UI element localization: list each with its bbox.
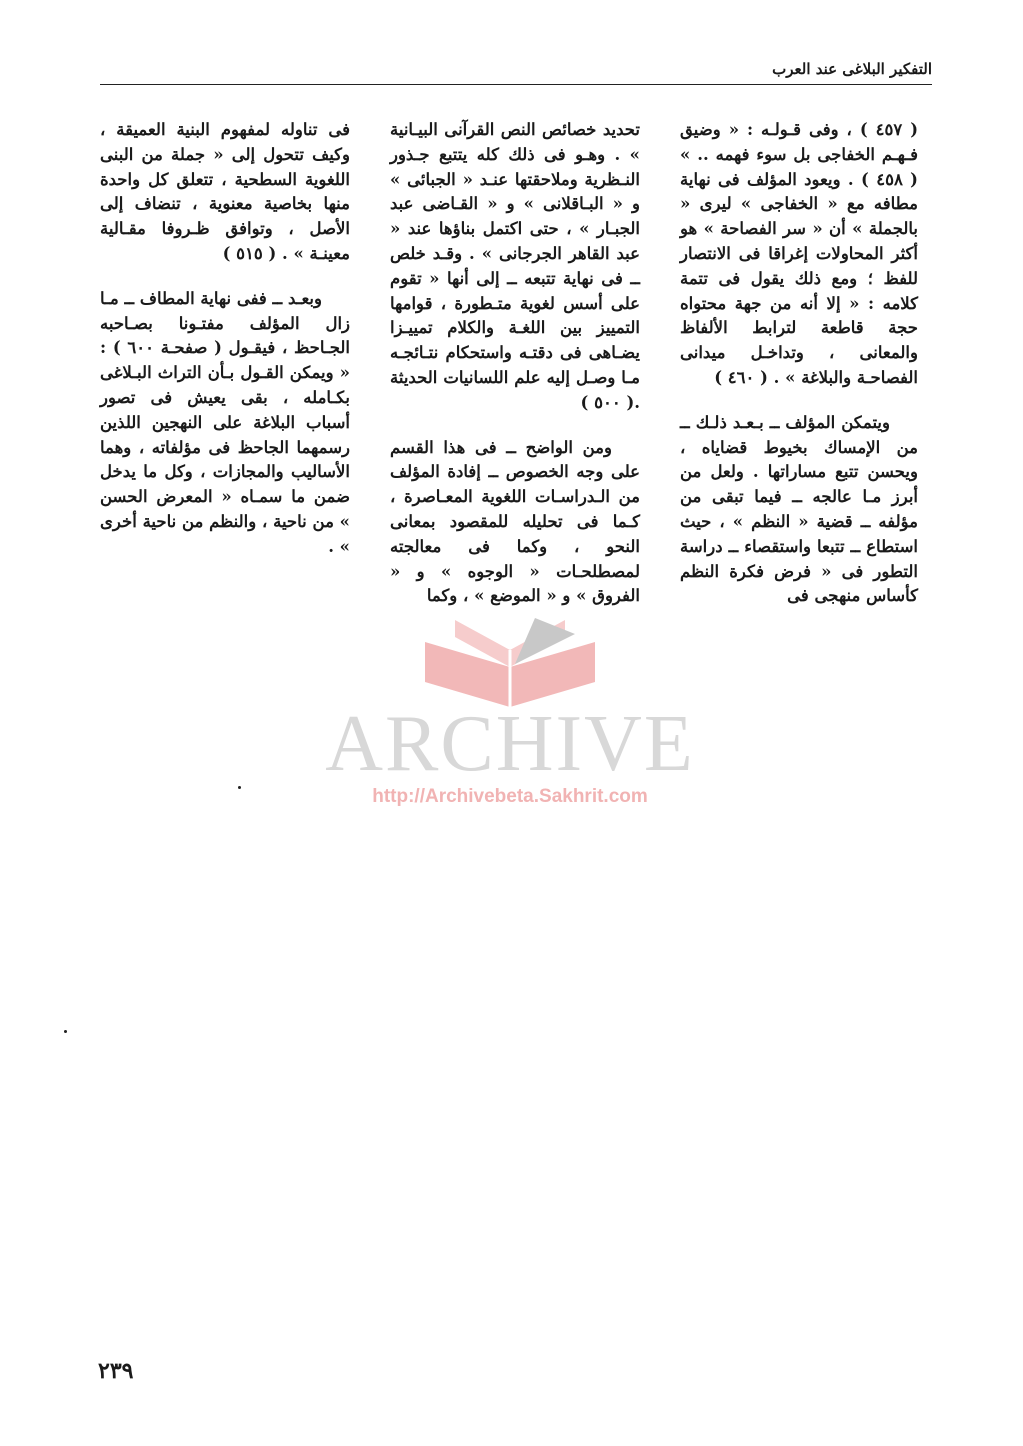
watermark-title: ARCHIVE <box>325 700 695 788</box>
archive-watermark <box>322 612 698 812</box>
text-column-left <box>100 118 350 580</box>
watermark-url: http://Archivebeta.Sakhrit.com <box>372 786 648 807</box>
scan-speck <box>238 786 241 789</box>
paragraph: ( ٤٥٧ ) ، وفى قـولـه : « وضيق فـهـم الخفاجى بل سوء فهمه .. » ( ٤٥٨ ) . ويعود المؤلف فى نهاية مطافه مع « الخفاجى » ليرى « بالجملة » أن « سر الفصاحة » هو أكثر المحاولات إغراقا فى الانتصار للفظ ؛ ومع ذلك يقول فى تتمة كلامه : « إلا أنه من جهة محتواه حجة قاطعة لترابط الألفاظ والمعانى ، وتداخـل ميدانى الفصاحـة والبلاغة » . ( ٤٦٠ ) <box>680 120 918 387</box>
page-number: ٢٣٩ <box>98 1358 134 1384</box>
paragraph: ومن الواضح ــ فى هذا القسم على وجه الخصوص ــ إفادة المؤلف من الـدراسـات اللغوية المعـاصرة ، كـما فى تحليله للمقصود بمعانى النحو ، وكما فى معالجته لمصطلحـات « الوجوه » و « الفروق » و « الموضع » ، وكما <box>390 437 640 606</box>
scan-speck <box>64 1030 67 1033</box>
text-column-middle <box>390 118 640 629</box>
text-column-right <box>680 118 918 629</box>
open-book-icon <box>415 612 605 712</box>
running-title: التفكير البلاغى عند العرب <box>772 60 932 78</box>
paragraph: تحديد خصائص النص القرآنى البيـانية » . وهـو فى ذلك كله يتتبع جـذور النـظرية وملاحقتها عنـد « الجبائى » و « البـاقلانى » و « القـاضى عبد الجبـار » ، حتى اكتمل بناؤها عند « عبد القاهر الجرجانى » . وقـد خلص ــ فى نهاية تتبعه ــ إلى أنها « تقوم على أسس لغوية متـطورة ، قوامها التمييز بين اللغـة والكلام تمييـزا يضـاهى فى دقتـه واستحكام نتـائجـه مـا وصـل إليه علم اللسانيات الحديثة .( ٥٠٠ ) <box>390 120 640 412</box>
paragraph: ويتمكن المؤلف ــ بـعـد ذلـك ــ من الإمساك بخيوط قضاياه ، ويحسن تتبع مساراتها . ولعل من أبرز مـا عالجه ــ فيما تبقى من مؤلفه ــ قضية « النظم » ، حيث استطاع ــ تتبعا واستقصاء ــ دراسة التطور فى « فرض فكرة النظم كأساس منهجى فى <box>680 412 918 606</box>
running-header <box>100 60 932 85</box>
paragraph: فى تناوله لمفهوم البنية العميقة ، وكيف تتحول إلى « جملة من البنى اللغوية السطحية ، تتعلق كل واحدة منها بخاصية معنوية ، تنضاف إلى الأصل ، وتوافق ظـروفا مقـالية معينـة » . ( ٥١٥ ) <box>100 120 350 263</box>
paragraph: وبعـد ــ ففى نهاية المطاف ــ مـا زال المؤلف مفتـونا بصـاحبه الجـاحظ ، فيقـول ( صفحـة ٦٠٠ ) : « ويمكن القـول بـأن التراث البـلاغى بكـامله ، بقى يعيش فى تصور أسباب البلاغة على النهجين اللذين رسمهما الجاحظ فى مؤلفاته ، وهما الأساليب والمجازات ، وكل ما يدخل ضمن ما سمـاه « المعرض الحسن » من ناحية ، والنظم من ناحية أخرى » . <box>100 288 351 556</box>
